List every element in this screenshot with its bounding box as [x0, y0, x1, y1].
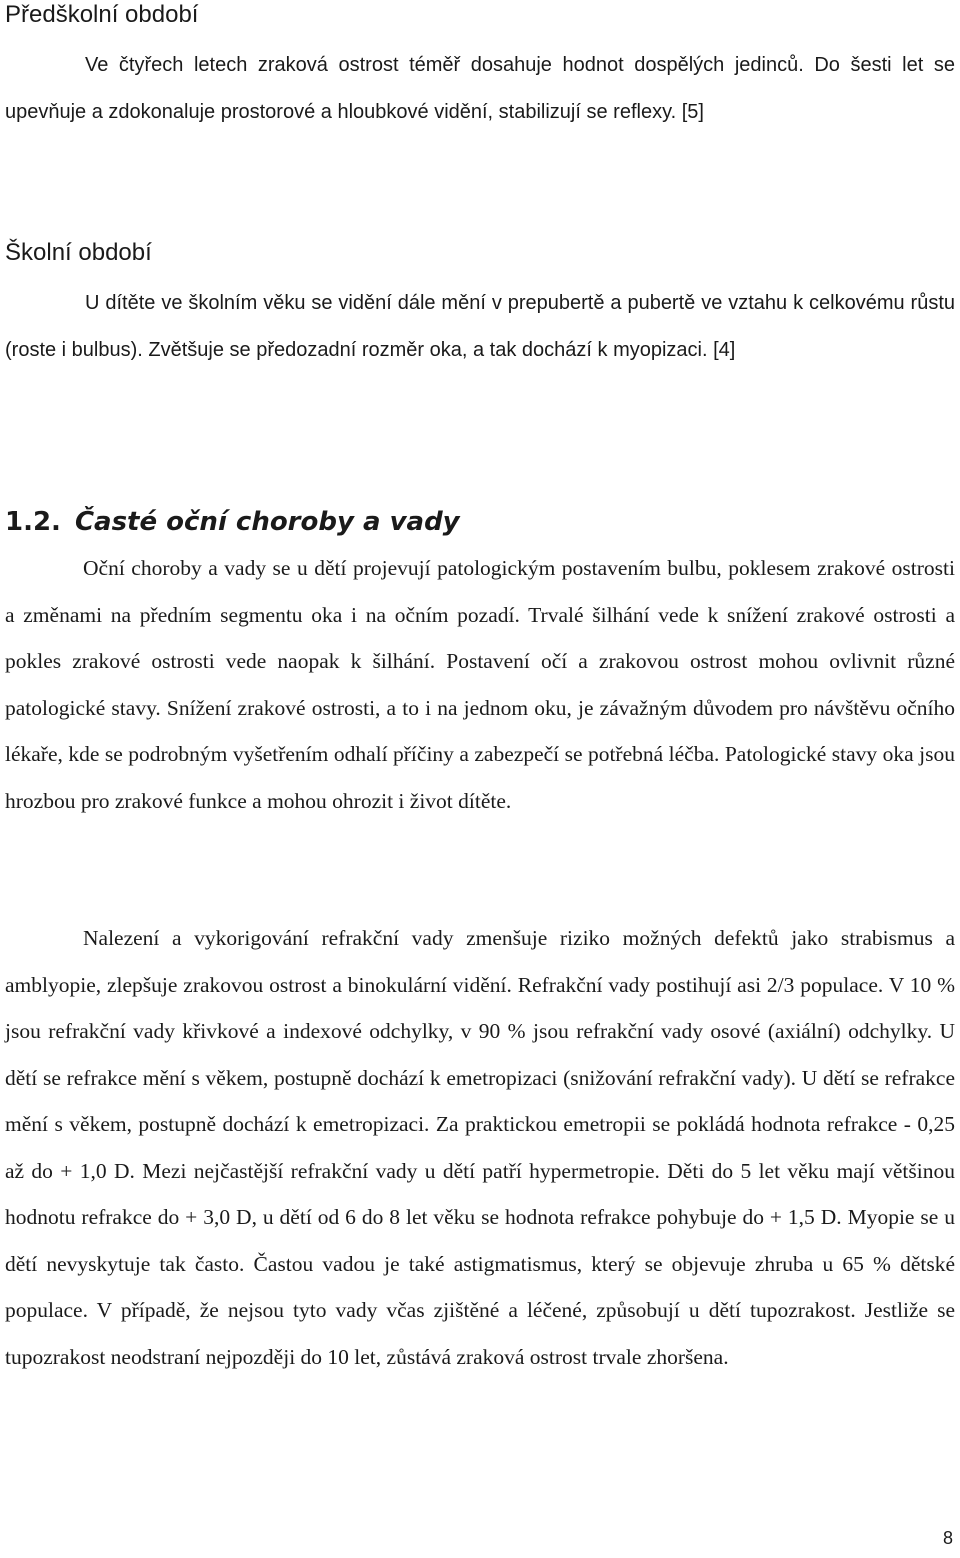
chapter-paragraph-2: Nalezení a vykorigování refrakční vady zmenšuje riziko možných defektů jako strabismus a amblyopie, zlepšuje zrakovou ostrost a binokulární vidění. Refrakční vady postihují asi 2/3 populace. V 10 % jsou refrakční vady křivkové a indexové odchylky, v 90 % jsou refrakční vady osové (axiální) odchylky. U dětí se refrakce mění s věkem, postupně dochází k emetropizaci (snižování refrakční vady). U dětí se refrakce mění s věkem, postupně dochází k emetropizaci. Za praktickou emetropii se pokládá hodnota refrakce - 0,25 až do + 1,0 D. Mezi nejčastější refrakční vady u dětí patří hypermetropie. Děti do 5 let věku mají většinou hodnotu refrakce do + 3,0 D, u dětí od 6 do 8 let věku se hodnota refrakce pohybuje do + 1,5 D. Myopie se u dětí nevyskytuje tak často. Častou vadou je také astigmatismus, který se objevuje zhruba u 65 % dětské populace. V případě, že nejsou tyto vady včas zjištěné a léčené, způsobují u dětí tupozrakost. Jestliže se tupozrakost neodstraní nejpozději do 10 let, zůstává zraková ostrost trvale zhoršena.: [5, 926, 955, 1369]
section-paragraph-school: U dítěte ve školním věku se vidění dále mění v prepubertě a pubertě ve vztahu k celkovému růstu (roste i bulbus). Zvětšuje se předozadní rozměr oka, a tak dochází k myopizaci. [4]: [5, 292, 955, 361]
page-number: 8: [942, 1528, 953, 1548]
chapter-title: Časté oční choroby a vady: [74, 507, 460, 537]
section-heading-school: Školní období: [5, 239, 152, 266]
chapter-number: 1.2.: [5, 507, 61, 537]
section-heading-preschool: Předškolní období: [5, 1, 199, 28]
chapter-heading: [5, 502, 460, 542]
section-paragraph-preschool: Ve čtyřech letech zraková ostrost téměř dosahuje hodnot dospělých jedinců. Do šesti let se upevňuje a zdokonaluje prostorové a hloubkové vidění, stabilizují se reflexy. [5]: [5, 54, 955, 123]
chapter-paragraph-1: Oční choroby a vady se u dětí projevují patologickým postavením bulbu, poklesem zrakové ostrosti a změnami na předním segmentu oka i na očním pozadí. Trvalé šilhání vede k snížení zrakové ostrosti a pokles zrakové ostrosti vede naopak k šilhání. Postavení očí a zrakovou ostrost mohou ovlivnit různé patologické stavy. Snížení zrakové ostrosti, a to i na jednom oku, je závažným důvodem pro návštěvu očního lékaře, kde se podrobným vyšetřením odhalí příčiny a zabezpečí se potřebná léčba. Patologické stavy oka jsou hrozbou pro zrakové funkce a mohou ohrozit i život dítěte.: [5, 556, 955, 813]
